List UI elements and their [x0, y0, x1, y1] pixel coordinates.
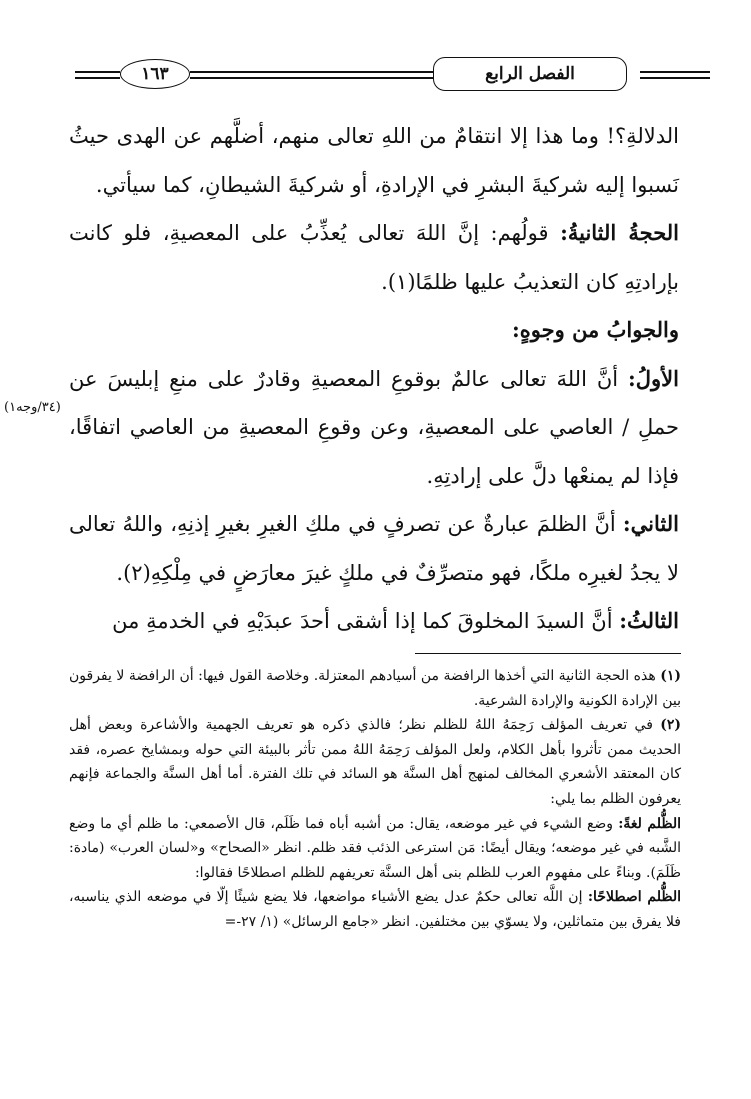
third-reason-label: الثالثُ: — [619, 608, 679, 633]
footnote-2-lugha — [69, 812, 681, 886]
main-text — [69, 112, 679, 646]
istilah-text: إن اللَّه تعالى حكمٌ عدل يضع الأشياء مواضعها، فلا يضع شيئًا إلّا في موضعه الذي يناسبه، فلا يفرق بين متماثلين، ولا يسوّي بين مختلفين. انظر «جامع الرسائل» (١/ ٢٧-= — [69, 889, 681, 930]
paragraph-second-argument — [69, 209, 679, 306]
footnote-2-text: في تعريف المؤلف رَحِمَهُ اللهُ للظلم نظر؛ فالذي ذكره هو تعريف الجهمية والأشاعرة وبعض أهل الحديث ممن تأثروا بأهل الكلام، ولعل المؤلف رَحِمَهُ اللهُ ممن تأثر بالبيئة التي حوله وبمشايخ عصره، فقد كان المعتقد الأشعري المخالف لمنهج أهل السنَّة هو السائد في تلك الفترة. أما أهل السنَّة والجماعة فإنهم يعرفون الظلم بما يلي: — [69, 717, 681, 807]
paragraph-first-reason — [69, 355, 679, 501]
footnote-1 — [69, 664, 681, 713]
second-reason-label: الثاني: — [622, 511, 679, 536]
page-header — [0, 55, 751, 95]
paragraph-second-reason — [69, 500, 679, 597]
footnote-1-number: (١) — [660, 668, 681, 684]
third-reason-text: أنَّ السيدَ المخلوقَ كما إذا أشقى أحدَ عبدَيْهِ في الخدمةِ من — [112, 609, 613, 633]
manuscript-folio-note: (٣٤/وجه١) — [4, 400, 61, 415]
footnote-separator — [415, 653, 681, 654]
footnote-2 — [69, 713, 681, 811]
footnote-2-number: (٢) — [660, 717, 681, 734]
answer-heading: والجوابُ من وجوهٍ: — [512, 317, 679, 342]
header-rule-middle — [190, 71, 433, 79]
chapter-title: الفصل الرابع — [433, 57, 627, 91]
paragraph-intro: الدلالةِ؟! وما هذا إلا انتقامٌ من اللهِ تعالى منهم، أضلَّهم عن الهدى حيثُ نَسبوا إليه شركيةَ البشرِ في الإرادةِ، أو شركيةَ الشيطانِ، كما سيأتي. — [69, 124, 679, 197]
second-reason-text: أنَّ الظلمَ عبارةٌ عن تصرفٍ في ملكِ الغيرِ بغيرِ إذنِهِ، واللهُ تعالى لا يجدُ لغيرِه ملكًا، فهو متصرِّفٌ في ملكٍ غيرَ معارَضٍ في مِلْكِهِ(٢). — [69, 512, 679, 585]
footnote-2-istilah — [69, 885, 681, 934]
footnote-1-text: هذه الحجة الثانية التي أخذها الرافضة من أسيادهم المعتزلة. وخلاصة القول فيها: أن الرافضة لا يفرقون بين الإرادة الكونية والإرادة الشرعية. — [69, 668, 681, 709]
istilah-label: الظُّلم اصطلاحًا: — [587, 889, 681, 906]
second-argument-text: قولُهم: إنَّ اللهَ تعالى يُعذِّبُ على المعصيةِ، فلو كانت بإرادتِهِ كان التعذيبُ عليها ظلمًا(١). — [69, 221, 679, 294]
first-reason-text: أنَّ اللهَ تعالى عالمٌ بوقوعِ المعصيةِ وقادرٌ على منعِ إبليسَ عن حملِ / العاصي على المعصيةِ، وعن وقوعِ المعصيةِ من العاصي اتفاقًا، فإذا لم يمنعْها دلَّ على إرادتِهِ. — [69, 366, 679, 488]
paragraph-third-reason — [69, 597, 679, 646]
first-reason-label: الأولُ: — [628, 365, 679, 391]
header-rule-left — [75, 71, 120, 79]
header-rule-right — [640, 71, 710, 79]
lugha-label: الظُّلم لغةً: — [618, 815, 681, 832]
page-number: ١٦٣ — [120, 59, 190, 89]
lugha-text: وضع الشيء في غير موضعه، يقال: من أشبه أباه فما ظَلَم، قال الأصمعي: ما ظلم أي ما وضع الشَّبه في غير موضعه؛ ويقال أيضًا: مَن استرعى الذئب فقد ظلم. انظر «الصحاح» و«لسان العرب» (مادة: ظَلَمَ). وبناءً على مفهوم العرب للظلم بنى أهل السنَّة تعريفهم للظلم اصطلاحًا فقالوا: — [69, 815, 681, 881]
footnotes — [69, 664, 681, 935]
second-argument-label: الحجةُ الثانيةُ: — [560, 220, 679, 245]
